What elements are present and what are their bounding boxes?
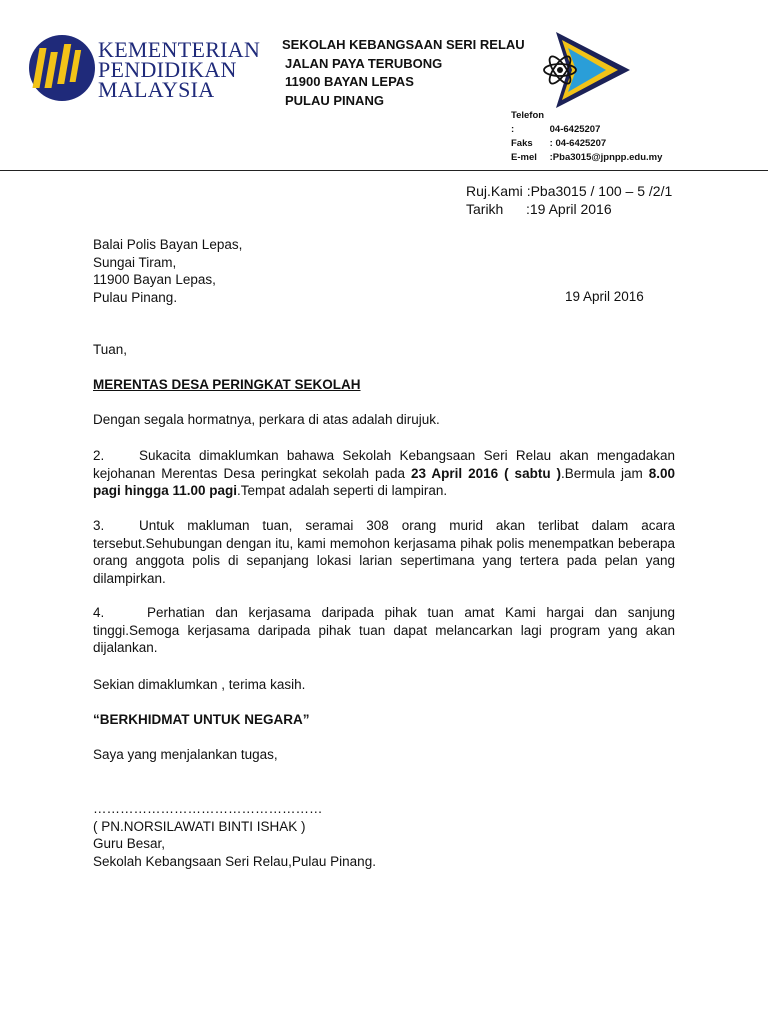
recipient-line: Pulau Pinang.: [93, 289, 178, 305]
school-name: SEKOLAH KEBANGSAAN SERI RELAU: [282, 37, 525, 52]
contact-label: Faks: [511, 138, 533, 149]
paragraph-3: [93, 517, 675, 587]
paragraph-number: 3.: [93, 518, 105, 533]
header-divider: [0, 170, 768, 171]
motto: “BERKHIDMAT UNTUK NEGARA”: [93, 712, 310, 727]
event-date: 23 April 2016 ( sabtu ): [410, 465, 562, 481]
contact-label: Telefon :: [511, 110, 545, 135]
signatory-title: Guru Besar,: [93, 836, 166, 851]
recipient-line: Balai Polis Bayan Lepas,: [93, 237, 243, 252]
ruj-label: Ruj.Kami: [466, 183, 523, 199]
contact-fax: [511, 137, 662, 151]
paragraph-4: [93, 604, 675, 657]
ministry-name: [98, 37, 261, 102]
signature-block: [93, 800, 376, 870]
school-logo: [538, 30, 638, 110]
subject-title: MERENTAS DESA PERINGKAT SEKOLAH: [93, 377, 361, 392]
recipient-date: 19 April 2016: [565, 289, 644, 304]
ministry-line-1: KEMENTERIAN: [98, 37, 261, 62]
paragraph-2: [93, 447, 675, 500]
reference-line: [466, 182, 672, 200]
event-time: 8.00 pagi hingga 11.00 pagi: [93, 465, 675, 498]
ministry-line-3: MALAYSIA: [98, 77, 215, 102]
ministry-line-2: PENDIDIKAN: [98, 57, 237, 82]
school-street: JALAN PAYA TERUBONG: [285, 55, 443, 71]
paragraph-text: .Bermula jam: [561, 465, 649, 481]
ministry-logo: [28, 34, 96, 102]
date-line: [466, 200, 612, 218]
contact-label: E-mel: [511, 152, 537, 163]
signatory-name: ( PN.NORSILAWATI BINTI ISHAK ): [93, 818, 306, 834]
paragraph-number: 4.: [93, 605, 105, 620]
contact-value: 04-6425207: [549, 124, 601, 135]
ruj-value: :Pba3015 / 100 – 5 /2/1: [526, 183, 673, 199]
tarikh-label: Tarikh: [466, 201, 504, 217]
contact-value: : 04-6425207: [549, 138, 607, 149]
signatory-organization: Sekolah Kebangsaan Seri Relau,Pulau Pinang.: [93, 853, 376, 869]
recipient-address: [93, 236, 242, 306]
paragraph-text: Perhatian dan kerjasama daripada pihak tuan amat Kami hargai dan sanjung tinggi.Semoga kerjasama daripada pihak tuan dapat melancarkan lagi program yang akan dijalankan.: [93, 605, 675, 655]
school-postcode: 11900 BAYAN LEPAS: [285, 74, 414, 89]
opening-line: Dengan segala hormatnya, perkara di atas adalah dirujuk.: [93, 412, 440, 427]
recipient-line: 11900 Bayan Lepas,: [93, 272, 216, 287]
school-address: [282, 36, 525, 110]
school-state: PULAU PINANG: [285, 92, 384, 108]
contact-phone: [511, 109, 662, 137]
signature-dots: ……………………………………………: [93, 801, 323, 816]
duty-line: Saya yang menjalankan tugas,: [93, 747, 278, 762]
salutation: Tuan,: [93, 342, 128, 357]
tarikh-value: :19 April 2016: [526, 201, 612, 217]
contact-email: [511, 151, 662, 165]
paragraph-text: Untuk makluman tuan, seramai 308 orang murid akan terlibat dalam acara tersebut.Sehubungan dengan itu, kami memohon kerjasama pihak polis menempatkan beberapa orang anggota polis di sepanjang lokasi larian sepertimana yang tertera pada pelan yang dilampirkan.: [93, 518, 675, 586]
paragraph-text: .Tempat adalah seperti di lampiran.: [237, 483, 448, 498]
paragraph-number: 2.: [93, 448, 105, 463]
recipient-line: Sungai Tiram,: [93, 254, 177, 270]
paragraph-text: Sukacita dimaklumkan bahawa Sekolah Kebangsaan Seri Relau akan mengadakan kejohanan Merentas Desa peringkat sekolah pada: [93, 448, 675, 481]
closing-line: Sekian dimaklumkan , terima kasih.: [93, 677, 306, 692]
contact-info: [511, 109, 662, 165]
contact-value: :Pba3015@jpnpp.edu.my: [549, 152, 663, 163]
